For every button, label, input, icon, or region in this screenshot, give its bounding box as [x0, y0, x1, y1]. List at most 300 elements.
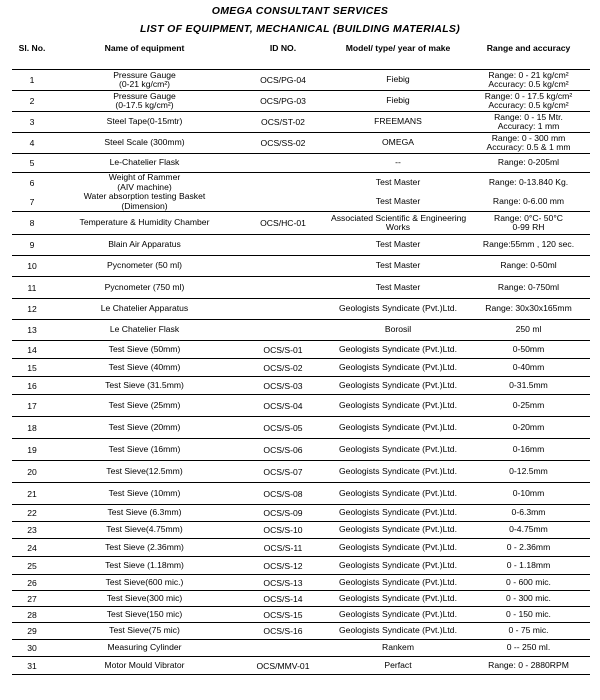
model-cell-line: Geologists Syndicate (Pvt.)Ltd.: [339, 421, 457, 432]
range-accuracy-cell: [467, 235, 590, 256]
model-cell-line: Geologists Syndicate (Pvt.)Ltd.: [339, 507, 457, 518]
id-no-cell: OCS/S-12: [237, 557, 329, 575]
sl-no-cell: 13: [12, 320, 52, 341]
range-accuracy-cell: [467, 505, 590, 522]
model-cell-line: FREEMANS: [374, 116, 422, 127]
table-body: [12, 70, 590, 675]
table-row: [12, 91, 590, 112]
sl-no-cell: 18: [12, 417, 52, 439]
equipment-name-cell: [52, 154, 237, 173]
equipment-name-cell-line: Pycnometer (50 ml): [107, 260, 182, 271]
equipment-name-cell-line: (AIV machine): [117, 181, 172, 192]
table-row: [12, 439, 590, 461]
model-cell: [329, 377, 467, 395]
id-no-cell: OCS/S-15: [237, 607, 329, 623]
model-cell: [329, 657, 467, 675]
table-row: [12, 277, 590, 299]
equipment-name-cell-line: Le Chatelier Apparatus: [100, 303, 189, 314]
range-accuracy-cell-line: 0-12.5mm: [509, 465, 548, 476]
company-name: OMEGA CONSULTANT SERVICES: [211, 5, 389, 17]
equipment-name-cell: [52, 277, 237, 299]
range-accuracy-cell: [467, 299, 590, 320]
sl-no-cell: 26: [12, 575, 52, 591]
sl-no-cell: 4: [12, 133, 52, 154]
range-accuracy-cell-line: 0-25mm: [512, 399, 545, 410]
equipment-name-cell-line: Steel Scale (300mm): [104, 137, 185, 148]
range-accuracy-cell-line: 0-20mm: [512, 421, 545, 432]
model-cell-line: Fiebig: [386, 95, 410, 106]
range-accuracy-cell: [467, 640, 590, 657]
table-row: [12, 395, 590, 417]
model-cell-line: Geologists Syndicate (Pvt.)Ltd.: [339, 592, 457, 603]
table-row: [12, 359, 590, 377]
model-cell-line: Fiebig: [386, 74, 410, 85]
equipment-name-cell: [52, 657, 237, 675]
model-cell: [329, 359, 467, 377]
table-row: [12, 657, 590, 675]
table-row: [12, 557, 590, 575]
range-accuracy-cell: [467, 395, 590, 417]
model-cell-line: Rankem: [382, 642, 414, 653]
table-row: [12, 575, 590, 591]
id-no-cell: OCS/S-14: [237, 591, 329, 607]
model-cell: [329, 277, 467, 299]
table-row: [12, 320, 590, 341]
column-header-range: Range and accuracy: [467, 42, 590, 70]
model-cell: [329, 417, 467, 439]
table-row: [12, 522, 590, 539]
sl-no-cell: 17: [12, 395, 52, 417]
equipment-name-cell-line: Test Sieve(600 mic.): [105, 576, 184, 587]
range-accuracy-cell: [467, 461, 590, 483]
equipment-name-cell: [52, 607, 237, 623]
equipment-name-cell-line: Test Sieve (1.18mm): [105, 559, 184, 570]
equipment-name-cell-line: Test Sieve(12.5mm): [106, 465, 183, 476]
id-no-cell: [237, 256, 329, 277]
id-no-cell: OCS/S-06: [237, 439, 329, 461]
equipment-name-cell: [52, 192, 237, 212]
model-cell: [329, 640, 467, 657]
id-no-cell: OCS/S-08: [237, 483, 329, 505]
model-cell: [329, 395, 467, 417]
document-title: LIST OF EQUIPMENT, MECHANICAL (BUILDING MATERIALS): [139, 23, 461, 35]
range-accuracy-cell-line: Range: 0-750ml: [497, 281, 560, 292]
range-accuracy-cell: [467, 539, 590, 557]
range-accuracy-cell: [467, 256, 590, 277]
model-cell-line: Geologists Syndicate (Pvt.)Ltd.: [339, 487, 457, 498]
sl-no-cell: 2: [12, 91, 52, 112]
equipment-name-cell-line: Test Sieve (31.5mm): [105, 379, 184, 390]
sl-no-cell: 27: [12, 591, 52, 607]
model-cell: [329, 341, 467, 359]
id-no-cell: OCS/S-10: [237, 522, 329, 539]
sl-no-cell: 9: [12, 235, 52, 256]
sl-no-cell: 22: [12, 505, 52, 522]
model-cell: [329, 522, 467, 539]
range-accuracy-cell-line: Range: 0 - 21 kg/cm²: [488, 69, 569, 80]
range-accuracy-cell: [467, 154, 590, 173]
range-accuracy-cell: [467, 277, 590, 299]
model-cell-line: Test Master: [375, 281, 421, 292]
equipment-name-cell-line: Test Sieve (20mm): [108, 421, 181, 432]
model-cell: [329, 461, 467, 483]
equipment-name-cell: [52, 461, 237, 483]
range-accuracy-cell: [467, 112, 590, 133]
sl-no-cell: 19: [12, 439, 52, 461]
model-cell-line: Geologists Syndicate (Pvt.)Ltd.: [339, 303, 457, 314]
table-header-row: [12, 42, 590, 70]
model-cell-line: Associated Scientific & Engineering: [331, 212, 467, 223]
id-no-cell: OCS/S-02: [237, 359, 329, 377]
column-header-id: ID NO.: [237, 42, 329, 70]
equipment-name-cell-line: Le Chatelier Flask: [109, 324, 180, 335]
model-cell-line: Geologists Syndicate (Pvt.)Ltd.: [339, 379, 457, 390]
sl-no-cell: 15: [12, 359, 52, 377]
model-cell-line: Geologists Syndicate (Pvt.)Ltd.: [339, 399, 457, 410]
column-header-sl-line1: Sl.: [18, 43, 30, 53]
id-no-cell: [237, 640, 329, 657]
model-cell: [329, 133, 467, 154]
column-header-sl-line2: No.: [31, 43, 46, 53]
model-cell: [329, 154, 467, 173]
table-row: [12, 461, 590, 483]
equipment-name-cell: [52, 341, 237, 359]
model-cell-line: Test Master: [375, 260, 421, 271]
range-accuracy-cell-line: Accuracy: 0.5 kg/cm²: [488, 100, 569, 110]
table-row: [12, 607, 590, 623]
equipment-name-cell-line: Test Sieve (16mm): [108, 443, 181, 454]
model-cell: [329, 256, 467, 277]
equipment-name-cell: [52, 112, 237, 133]
table-row: [12, 539, 590, 557]
range-accuracy-cell-line: 0 - 75 mic.: [508, 625, 549, 636]
range-accuracy-cell: [467, 607, 590, 623]
range-accuracy-cell: [467, 173, 590, 193]
model-cell: [329, 539, 467, 557]
range-accuracy-cell-line: Range: 0-205ml: [497, 157, 560, 168]
equipment-name-cell: [52, 439, 237, 461]
range-accuracy-cell-line: Range: 0 - 15 Mtr.: [494, 111, 563, 122]
equipment-name-cell-line: Test Sieve (50mm): [108, 343, 181, 354]
model-cell: [329, 173, 467, 193]
model-cell: [329, 91, 467, 112]
model-cell: [329, 591, 467, 607]
sl-no-cell: 8: [12, 212, 52, 235]
table-row: [12, 505, 590, 522]
model-cell-line: Geologists Syndicate (Pvt.)Ltd.: [339, 541, 457, 552]
model-cell-line: Geologists Syndicate (Pvt.)Ltd.: [339, 608, 457, 619]
range-accuracy-cell-line: 0-40mm: [512, 361, 545, 372]
range-accuracy-cell-line: Range: 0 - 300 mm: [491, 132, 566, 143]
equipment-name-cell-line: Motor Mould Vibrator: [104, 659, 185, 670]
sl-no-cell: 5: [12, 154, 52, 173]
id-no-cell: OCS/S-01: [237, 341, 329, 359]
equipment-name-cell-line: Test Sieve (2.36mm): [105, 541, 184, 552]
range-accuracy-cell: [467, 91, 590, 112]
column-header-model-line1: Model/ type/: [345, 43, 396, 53]
range-accuracy-cell-line: 0-99 RH: [512, 222, 545, 232]
range-accuracy-cell-line: 0-6.3mm: [511, 507, 546, 518]
range-accuracy-cell-line: 0 - 300 mic.: [506, 592, 551, 603]
model-cell: [329, 235, 467, 256]
range-accuracy-cell: [467, 133, 590, 154]
equipment-name-cell: [52, 575, 237, 591]
table-row: [12, 640, 590, 657]
equipment-name-cell: [52, 395, 237, 417]
model-cell-line: Geologists Syndicate (Pvt.)Ltd.: [339, 465, 457, 476]
equipment-name-cell-line: Test Sieve(4.75mm): [106, 524, 183, 535]
equipment-name-cell: [52, 212, 237, 235]
range-accuracy-cell-line: 0 - 1.18mm: [506, 559, 551, 570]
id-no-cell: [237, 192, 329, 212]
range-accuracy-cell: [467, 623, 590, 640]
equipment-name-cell: [52, 320, 237, 341]
range-accuracy-cell-line: Range:55mm , 120 sec.: [482, 239, 575, 250]
equipment-name-cell-line: Pressure Gauge: [113, 90, 176, 101]
model-cell-line: Geologists Syndicate (Pvt.)Ltd.: [339, 343, 457, 354]
table-row: [12, 256, 590, 277]
equipment-name-cell-line: Test Sieve (25mm): [108, 399, 181, 410]
range-accuracy-cell: [467, 591, 590, 607]
table-row: [12, 112, 590, 133]
equipment-name-cell: [52, 299, 237, 320]
id-no-cell: OCS/S-11: [237, 539, 329, 557]
range-accuracy-cell: [467, 70, 590, 91]
equipment-name-cell-line: Blain Air Apparatus: [108, 239, 181, 250]
range-accuracy-cell: [467, 557, 590, 575]
model-cell: [329, 575, 467, 591]
range-accuracy-cell-line: Range: 0-50ml: [500, 260, 557, 271]
range-accuracy-cell-line: 0 -- 250 ml.: [506, 642, 551, 653]
id-no-cell: OCS/S-09: [237, 505, 329, 522]
equipment-name-cell-line: Temperature & Humidity Chamber: [79, 217, 210, 228]
equipment-name-cell-line: Weight of Rammer: [108, 172, 181, 182]
range-accuracy-cell: [467, 377, 590, 395]
equipment-name-cell: [52, 133, 237, 154]
equipment-name-cell: [52, 522, 237, 539]
equipment-name-cell-line: Measuring Cylinder: [107, 642, 182, 653]
equipment-name-cell: [52, 70, 237, 91]
model-cell: [329, 557, 467, 575]
equipment-name-cell-line: (0-21 kg/cm²): [118, 79, 171, 89]
equipment-name-cell-line: (Dimension): [121, 200, 168, 211]
range-accuracy-cell-line: Range: 30x30x165mm: [485, 303, 572, 314]
table-row: [12, 212, 590, 235]
equipment-name-cell-line: Steel Tape(0-15mtr): [106, 116, 183, 127]
equipment-name-cell-line: Test Sieve (10mm): [108, 487, 181, 498]
range-accuracy-cell: [467, 575, 590, 591]
equipment-name-cell: [52, 640, 237, 657]
model-cell: [329, 623, 467, 640]
id-no-cell: OCS/MMV-01: [237, 657, 329, 675]
equipment-name-cell-line: Test Sieve (6.3mm): [107, 507, 182, 518]
range-accuracy-cell: [467, 320, 590, 341]
equipment-name-cell-line: Test Sieve(75 mic): [109, 625, 180, 636]
equipment-name-cell: [52, 483, 237, 505]
sl-no-cell: 21: [12, 483, 52, 505]
model-cell-line: Test Master: [375, 176, 421, 187]
model-cell-line: Geologists Syndicate (Pvt.)Ltd.: [339, 361, 457, 372]
range-accuracy-cell: [467, 359, 590, 377]
id-no-cell: OCS/S-04: [237, 395, 329, 417]
model-cell-line: OMEGA: [382, 137, 414, 148]
sl-no-cell: 7: [29, 196, 35, 207]
table-row: [12, 299, 590, 320]
column-header-model: [329, 42, 467, 70]
equipment-name-cell: [52, 173, 237, 193]
equipment-name-cell-line: Test Sieve (40mm): [108, 361, 181, 372]
range-accuracy-cell: [467, 212, 590, 235]
id-no-cell: [237, 320, 329, 341]
model-cell: [329, 212, 467, 235]
equipment-name-cell: [52, 91, 237, 112]
model-cell: [329, 439, 467, 461]
sl-no-cell: 6: [12, 173, 52, 193]
id-no-cell: OCS/PG-03: [237, 91, 329, 112]
model-cell: [329, 70, 467, 91]
model-cell-line: Geologists Syndicate (Pvt.)Ltd.: [339, 443, 457, 454]
range-accuracy-cell-line: 0-50mm: [512, 343, 545, 354]
column-header-sl: [12, 42, 52, 70]
id-no-cell: OCS/HC-01: [237, 212, 329, 235]
sl-no-cell: 1: [12, 70, 52, 91]
table-row: [12, 483, 590, 505]
sl-no-cell: 29: [12, 623, 52, 640]
equipment-name-cell-line: Test Sieve(150 mic): [106, 608, 183, 619]
range-accuracy-cell: [467, 657, 590, 675]
equipment-name-cell: [52, 505, 237, 522]
equipment-table: [12, 42, 590, 675]
range-accuracy-cell-line: Accuracy: 1 mm: [497, 121, 560, 131]
id-no-cell: [237, 173, 329, 193]
range-accuracy-cell-line: 0 - 150 mic.: [506, 608, 551, 619]
table-row: [12, 70, 590, 91]
sl-no-cell: 11: [12, 277, 52, 299]
model-cell-line: --: [395, 157, 401, 168]
sl-no-cell: 24: [12, 539, 52, 557]
range-accuracy-cell-line: 0-31.5mm: [509, 379, 548, 390]
table-row: [12, 173, 590, 193]
table-row: [12, 377, 590, 395]
table-row: [12, 591, 590, 607]
model-cell-line: Geologists Syndicate (Pvt.)Ltd.: [339, 524, 457, 535]
range-accuracy-cell: [467, 522, 590, 539]
id-no-cell: OCS/S-13: [237, 575, 329, 591]
model-cell-line: Geologists Syndicate (Pvt.)Ltd.: [339, 559, 457, 570]
equipment-name-cell-line: (0-17.5 kg/cm²): [115, 100, 174, 110]
equipment-name-cell-line: Pressure Gauge: [113, 69, 176, 80]
equipment-name-cell: [52, 359, 237, 377]
id-no-cell: [237, 299, 329, 320]
model-cell: [329, 299, 467, 320]
range-accuracy-cell-line: 0 - 2.36mm: [506, 541, 551, 552]
range-accuracy-cell: [467, 483, 590, 505]
range-accuracy-cell-line: Accuracy: 0.5 & 1 mm: [486, 142, 571, 152]
id-no-cell: OCS/ST-02: [237, 112, 329, 133]
column-header-model-line2: year of make: [397, 43, 451, 53]
column-header-name: Name of equipment: [52, 42, 237, 70]
id-no-cell: OCS/S-07: [237, 461, 329, 483]
range-accuracy-cell-line: Accuracy: 0.5 kg/cm²: [488, 79, 569, 89]
sl-no-cell: 10: [12, 256, 52, 277]
id-no-cell: [237, 154, 329, 173]
range-accuracy-cell: [467, 341, 590, 359]
equipment-name-cell: [52, 417, 237, 439]
range-accuracy-cell: [467, 417, 590, 439]
sl-no-cell: 12: [12, 299, 52, 320]
model-cell: [329, 192, 467, 212]
range-accuracy-cell-line: 0 - 600 mic.: [506, 576, 551, 587]
model-cell-line: Test Master: [375, 239, 421, 250]
equipment-name-cell: [52, 256, 237, 277]
id-no-cell: OCS/S-03: [237, 377, 329, 395]
equipment-name-cell-line: Le-Chatelier Flask: [109, 157, 180, 168]
range-accuracy-cell-line: 250 ml: [515, 324, 542, 335]
table-row: [12, 154, 590, 173]
sl-no-cell: 23: [12, 522, 52, 539]
range-accuracy-cell-line: Range: 0-13.840 Kg.: [488, 176, 569, 187]
equipment-name-cell: [52, 377, 237, 395]
range-accuracy-cell: [467, 192, 590, 212]
model-cell: [329, 483, 467, 505]
equipment-name-cell-line: Pycnometer (750 ml): [104, 281, 185, 292]
sl-no-cell: 20: [12, 461, 52, 483]
range-accuracy-cell-line: 0-16mm: [512, 443, 545, 454]
id-no-cell: OCS/SS-02: [237, 133, 329, 154]
table-row: [12, 623, 590, 640]
model-cell-line: Perfact: [384, 659, 412, 670]
id-no-cell: [237, 235, 329, 256]
id-no-cell: [237, 277, 329, 299]
model-cell-line: Borosil: [384, 324, 412, 335]
range-accuracy-cell-line: Range: 0-6.00 mm: [492, 195, 565, 206]
range-accuracy-cell-line: Range: 0 - 2880RPM: [488, 659, 569, 670]
table-row: [12, 192, 590, 212]
sl-no-cell: 28: [12, 607, 52, 623]
model-cell-line: Geologists Syndicate (Pvt.)Ltd.: [339, 625, 457, 636]
model-cell: [329, 505, 467, 522]
sl-no-cell: 25: [12, 557, 52, 575]
sl-no-cell: 31: [12, 657, 52, 675]
model-cell: [329, 320, 467, 341]
id-no-cell: OCS/S-16: [237, 623, 329, 640]
equipment-name-cell: [52, 235, 237, 256]
sl-no-cell: 14: [12, 341, 52, 359]
id-no-cell: OCS/PG-04: [237, 70, 329, 91]
equipment-name-cell: [52, 557, 237, 575]
range-accuracy-cell-line: Range: 0°C- 50°C: [494, 212, 563, 223]
id-no-cell: OCS/S-05: [237, 417, 329, 439]
range-accuracy-cell-line: Range: 0 - 17.5 kg/cm²: [484, 90, 573, 101]
range-accuracy-cell-line: 0-10mm: [512, 487, 545, 498]
range-accuracy-cell: [467, 439, 590, 461]
sl-no-cell: 16: [12, 377, 52, 395]
model-cell: [329, 112, 467, 133]
model-cell: [329, 607, 467, 623]
equipment-name-cell: [52, 591, 237, 607]
equipment-name-cell: [52, 539, 237, 557]
range-accuracy-cell-line: 0-4.75mm: [509, 524, 548, 535]
table-row: [12, 417, 590, 439]
model-cell-line: Test Master: [375, 195, 421, 206]
sl-no-cell: 3: [12, 112, 52, 133]
table-row: [12, 235, 590, 256]
equipment-name-cell: [52, 623, 237, 640]
table-row: [12, 341, 590, 359]
model-cell-line: Geologists Syndicate (Pvt.)Ltd.: [339, 576, 457, 587]
table-row: [12, 133, 590, 154]
model-cell-line: Works: [385, 222, 411, 232]
